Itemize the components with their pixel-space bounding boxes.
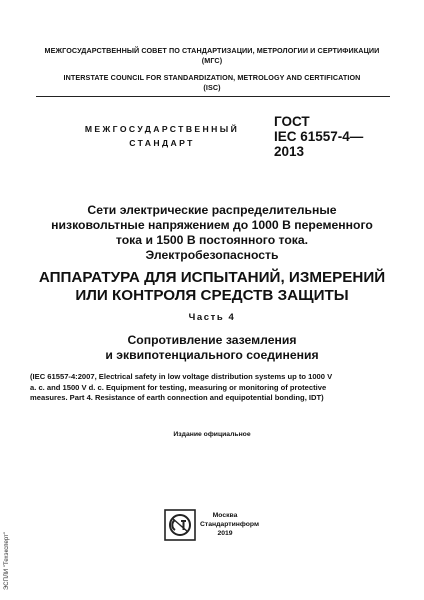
- title-main-line2: ИЛИ КОНТРОЛЯ СРЕДСТВ ЗАЩИТЫ: [75, 287, 349, 304]
- standard-type-line2: СТАНДАРТ: [129, 138, 195, 148]
- title-line2: низковольтные напряжением до 1000 В переменного: [51, 218, 373, 232]
- publisher-name: Стандартинформ: [200, 521, 259, 528]
- title-line3: тока и 1500 В постоянного тока.: [115, 233, 309, 247]
- council-abbr-ru: (МГС): [201, 56, 223, 65]
- publisher-logo-icon: [164, 509, 196, 541]
- title-line4: Электробезопасность: [145, 248, 279, 262]
- publisher-year: 2019: [217, 530, 233, 537]
- title-line1: Сети электрические распределительные: [87, 203, 337, 217]
- standard-code-line3: 2013: [274, 144, 305, 159]
- standard-code-line1: ГОСТ: [274, 114, 310, 129]
- council-name-en: INTERSTATE COUNCIL FOR STANDARDIZATION, METROLOGY AND CERTIFICATION: [63, 73, 361, 82]
- council-abbr-en: (ISC): [203, 83, 221, 92]
- title-main: [0, 269, 424, 305]
- side-note: ЭСПЛИ "Техэксперт": [4, 532, 10, 590]
- english-reference: [30, 372, 400, 404]
- title-sub: [0, 333, 424, 363]
- english-line3: measures. Part 4. Resistance of earth connection and equipotential bonding, IDT): [30, 393, 324, 402]
- standard-code: [274, 114, 363, 159]
- title-general: [0, 203, 424, 263]
- english-line2: a. c. and 1500 V d. c. Equipment for testing, measuring or monitoring of protective: [30, 382, 327, 392]
- part-number: Часть 4: [188, 312, 236, 323]
- english-line1: (IEC 61557-4:2007, Electrical safety in low voltage distribution systems up to 1000 V: [30, 372, 333, 381]
- title-main-line1: АППАРАТУРА ДЛЯ ИСПЫТАНИЙ, ИЗМЕРЕНИЙ: [38, 269, 386, 286]
- standard-type: [64, 122, 260, 150]
- publisher-city: Москва: [212, 512, 238, 519]
- council-name-ru: МЕЖГОСУДАРСТВЕННЫЙ СОВЕТ ПО СТАНДАРТИЗАЦИИ, МЕТРОЛОГИИ И СЕРТИФИКАЦИИ: [44, 46, 380, 55]
- publisher-block: [200, 511, 259, 538]
- edition-label: Издание официальное: [173, 431, 251, 438]
- standard-code-line2: IEC 61557-4—: [274, 129, 364, 144]
- title-sub-line1: Сопротивление заземления: [127, 333, 297, 347]
- header-divider: [36, 96, 390, 97]
- standard-type-line1: МЕЖГОСУДАРСТВЕННЫЙ: [84, 124, 240, 134]
- title-sub-line2: и эквипотенциального соединения: [105, 348, 319, 362]
